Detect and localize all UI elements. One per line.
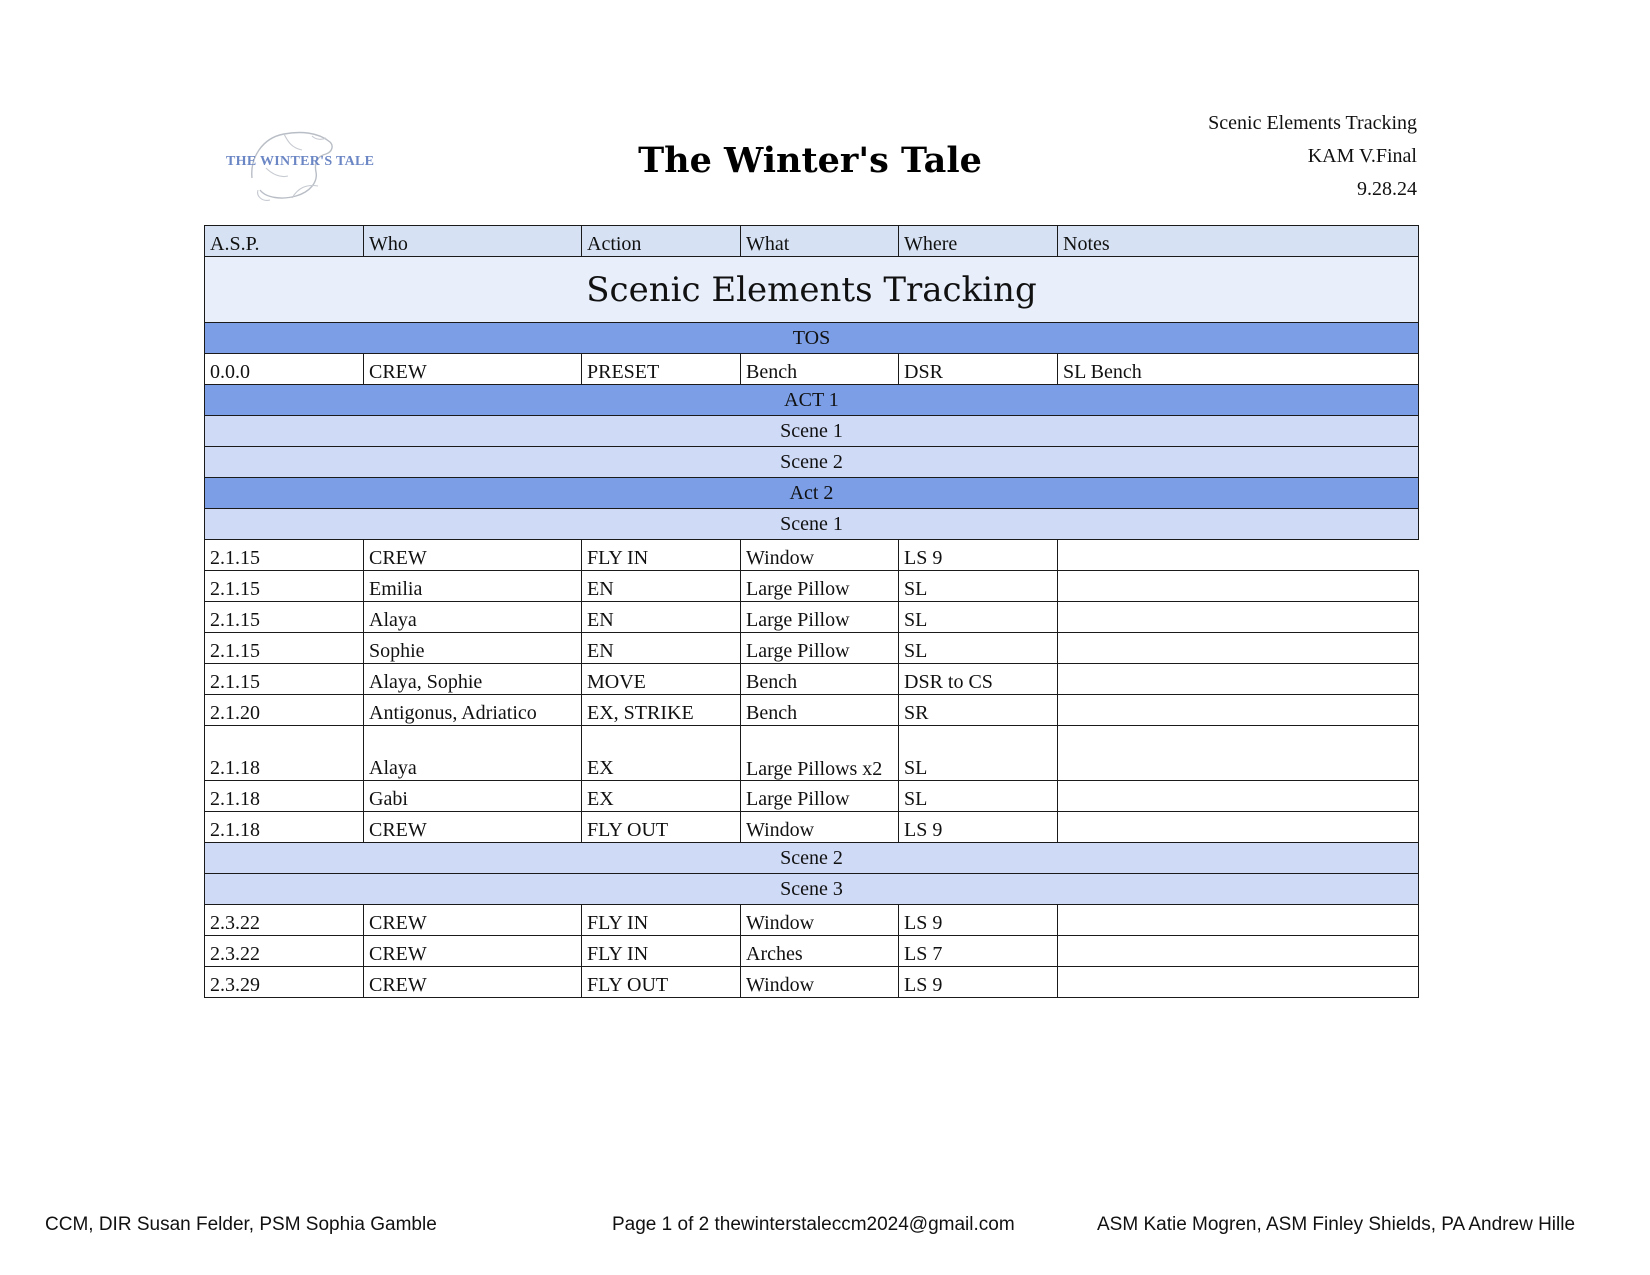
cell-action: EN [582, 571, 741, 602]
section-header-act2-scene3 [205, 874, 1419, 905]
cell-where: LS 7 [899, 936, 1058, 967]
table-row [205, 602, 1419, 633]
cell-where: SL [899, 633, 1058, 664]
column-header-notes: Notes [1058, 226, 1419, 257]
section-header-act1-scene1 [205, 416, 1419, 447]
section-header-act2-scene1 [205, 509, 1419, 540]
cell-notes [1058, 695, 1419, 726]
cell-notes [1058, 967, 1419, 998]
cell-where: SR [899, 695, 1058, 726]
meta-date: 9.28.24 [1357, 178, 1417, 200]
table-row [205, 905, 1419, 936]
section-header-act1-scene2 [205, 447, 1419, 478]
cell-notes [1058, 664, 1419, 695]
cell-what: Window [741, 540, 899, 571]
cell-action: EN [582, 602, 741, 633]
cell-where: SL [899, 781, 1058, 812]
cell-who: CREW [364, 540, 582, 571]
section-label: ACT 1 [205, 385, 1419, 416]
cell-action: FLY OUT [582, 967, 741, 998]
cell-where: SL [899, 602, 1058, 633]
cell-what: Window [741, 905, 899, 936]
cell-notes [1058, 633, 1419, 664]
cell-asp: 2.1.18 [205, 726, 364, 781]
table-row [205, 936, 1419, 967]
section-label: Scene 2 [205, 447, 1419, 478]
column-header-where: Where [899, 226, 1058, 257]
table-row [205, 695, 1419, 726]
cell-where: LS 9 [899, 812, 1058, 843]
table-row [205, 664, 1419, 695]
cell-what: Bench [741, 695, 899, 726]
cell-who: CREW [364, 812, 582, 843]
cell-asp: 2.1.15 [205, 602, 364, 633]
cell-action: EX, STRIKE [582, 695, 741, 726]
cell-asp: 2.3.29 [205, 967, 364, 998]
cell-action: EX [582, 781, 741, 812]
cell-action: FLY IN [582, 540, 741, 571]
column-header-action: Action [582, 226, 741, 257]
section-header-act1 [205, 385, 1419, 416]
cell-what: Large Pillow [741, 571, 899, 602]
column-header-what: What [741, 226, 899, 257]
table-row [205, 571, 1419, 602]
cell-where: LS 9 [899, 540, 1058, 571]
table-row [205, 540, 1419, 571]
table-row [205, 967, 1419, 998]
cell-who: CREW [364, 967, 582, 998]
column-header-who: Who [364, 226, 582, 257]
document-title: The Winter's Tale [638, 140, 982, 181]
cell-where: SL [899, 571, 1058, 602]
table-row [205, 633, 1419, 664]
cell-notes [1058, 602, 1419, 633]
section-label: Scene 3 [205, 874, 1419, 905]
cell-what: Large Pillow [741, 633, 899, 664]
cell-where: DSR [899, 354, 1058, 385]
footer-page-info: Page 1 of 2 thewinterstaleccm2024@gmail.com [612, 1214, 1015, 1235]
cell-notes: SL Bench [1058, 354, 1419, 385]
cell-action: FLY OUT [582, 812, 741, 843]
cell-asp: 2.1.15 [205, 571, 364, 602]
footer-credits-left: CCM, DIR Susan Felder, PSM Sophia Gamble [45, 1214, 437, 1235]
cell-asp: 2.1.18 [205, 781, 364, 812]
table-row [205, 812, 1419, 843]
cell-asp: 2.3.22 [205, 905, 364, 936]
cell-notes [1058, 936, 1419, 967]
scenic-tracking-table [204, 225, 1419, 998]
cell-what: Bench [741, 664, 899, 695]
cell-who: CREW [364, 905, 582, 936]
cell-asp: 2.1.15 [205, 540, 364, 571]
document-meta [1208, 107, 1417, 206]
cell-asp: 2.1.20 [205, 695, 364, 726]
cell-action: FLY IN [582, 936, 741, 967]
table-banner: Scenic Elements Tracking [205, 257, 1419, 323]
cell-action: EN [582, 633, 741, 664]
cell-who: Alaya [364, 602, 582, 633]
cell-who: Emilia [364, 571, 582, 602]
production-logo [222, 128, 375, 204]
cell-who: Sophie [364, 633, 582, 664]
section-label: TOS [205, 323, 1419, 354]
section-label: Scene 2 [205, 843, 1419, 874]
table-header-row [205, 226, 1419, 257]
section-header-act2 [205, 478, 1419, 509]
table-row [205, 781, 1419, 812]
cell-what: Large Pillows x2 [741, 726, 899, 781]
section-header-act2-scene2 [205, 843, 1419, 874]
cell-asp: 2.1.15 [205, 633, 364, 664]
logo-text: THE WINTER'S TALE [226, 154, 375, 169]
cell-action: PRESET [582, 354, 741, 385]
cell-who: Alaya, Sophie [364, 664, 582, 695]
cell-who: CREW [364, 936, 582, 967]
cell-asp: 2.3.22 [205, 936, 364, 967]
cell-what: Arches [741, 936, 899, 967]
cell-where: SL [899, 726, 1058, 781]
cell-notes [1058, 571, 1419, 602]
cell-asp: 0.0.0 [205, 354, 364, 385]
cell-who: Antigonus, Adriatico [364, 695, 582, 726]
cell-notes [1058, 540, 1419, 571]
cell-asp: 2.1.15 [205, 664, 364, 695]
cell-action: FLY IN [582, 905, 741, 936]
cell-notes [1058, 781, 1419, 812]
cell-what: Window [741, 812, 899, 843]
cell-where: DSR to CS [899, 664, 1058, 695]
section-label: Scene 1 [205, 509, 1419, 540]
cell-what: Large Pillow [741, 781, 899, 812]
cell-where: LS 9 [899, 905, 1058, 936]
section-header-tos [205, 323, 1419, 354]
footer-credits-right: ASM Katie Mogren, ASM Finley Shields, PA Andrew Hille [1097, 1214, 1576, 1235]
meta-version: KAM V.Final [1307, 145, 1417, 167]
cell-action: MOVE [582, 664, 741, 695]
cell-who: Alaya [364, 726, 582, 781]
table-row [205, 726, 1419, 781]
cell-where: LS 9 [899, 967, 1058, 998]
cell-notes [1058, 726, 1419, 781]
column-header-asp: A.S.P. [205, 226, 364, 257]
cell-what: Window [741, 967, 899, 998]
section-label: Act 2 [205, 478, 1419, 509]
cell-notes [1058, 812, 1419, 843]
cell-what: Large Pillow [741, 602, 899, 633]
section-label: Scene 1 [205, 416, 1419, 447]
table-banner-row [205, 257, 1419, 323]
cell-action: EX [582, 726, 741, 781]
meta-report-name: Scenic Elements Tracking [1208, 112, 1417, 134]
table-row [205, 354, 1419, 385]
cell-who: CREW [364, 354, 582, 385]
cell-what: Bench [741, 354, 899, 385]
cell-asp: 2.1.18 [205, 812, 364, 843]
cell-notes [1058, 905, 1419, 936]
cell-who: Gabi [364, 781, 582, 812]
